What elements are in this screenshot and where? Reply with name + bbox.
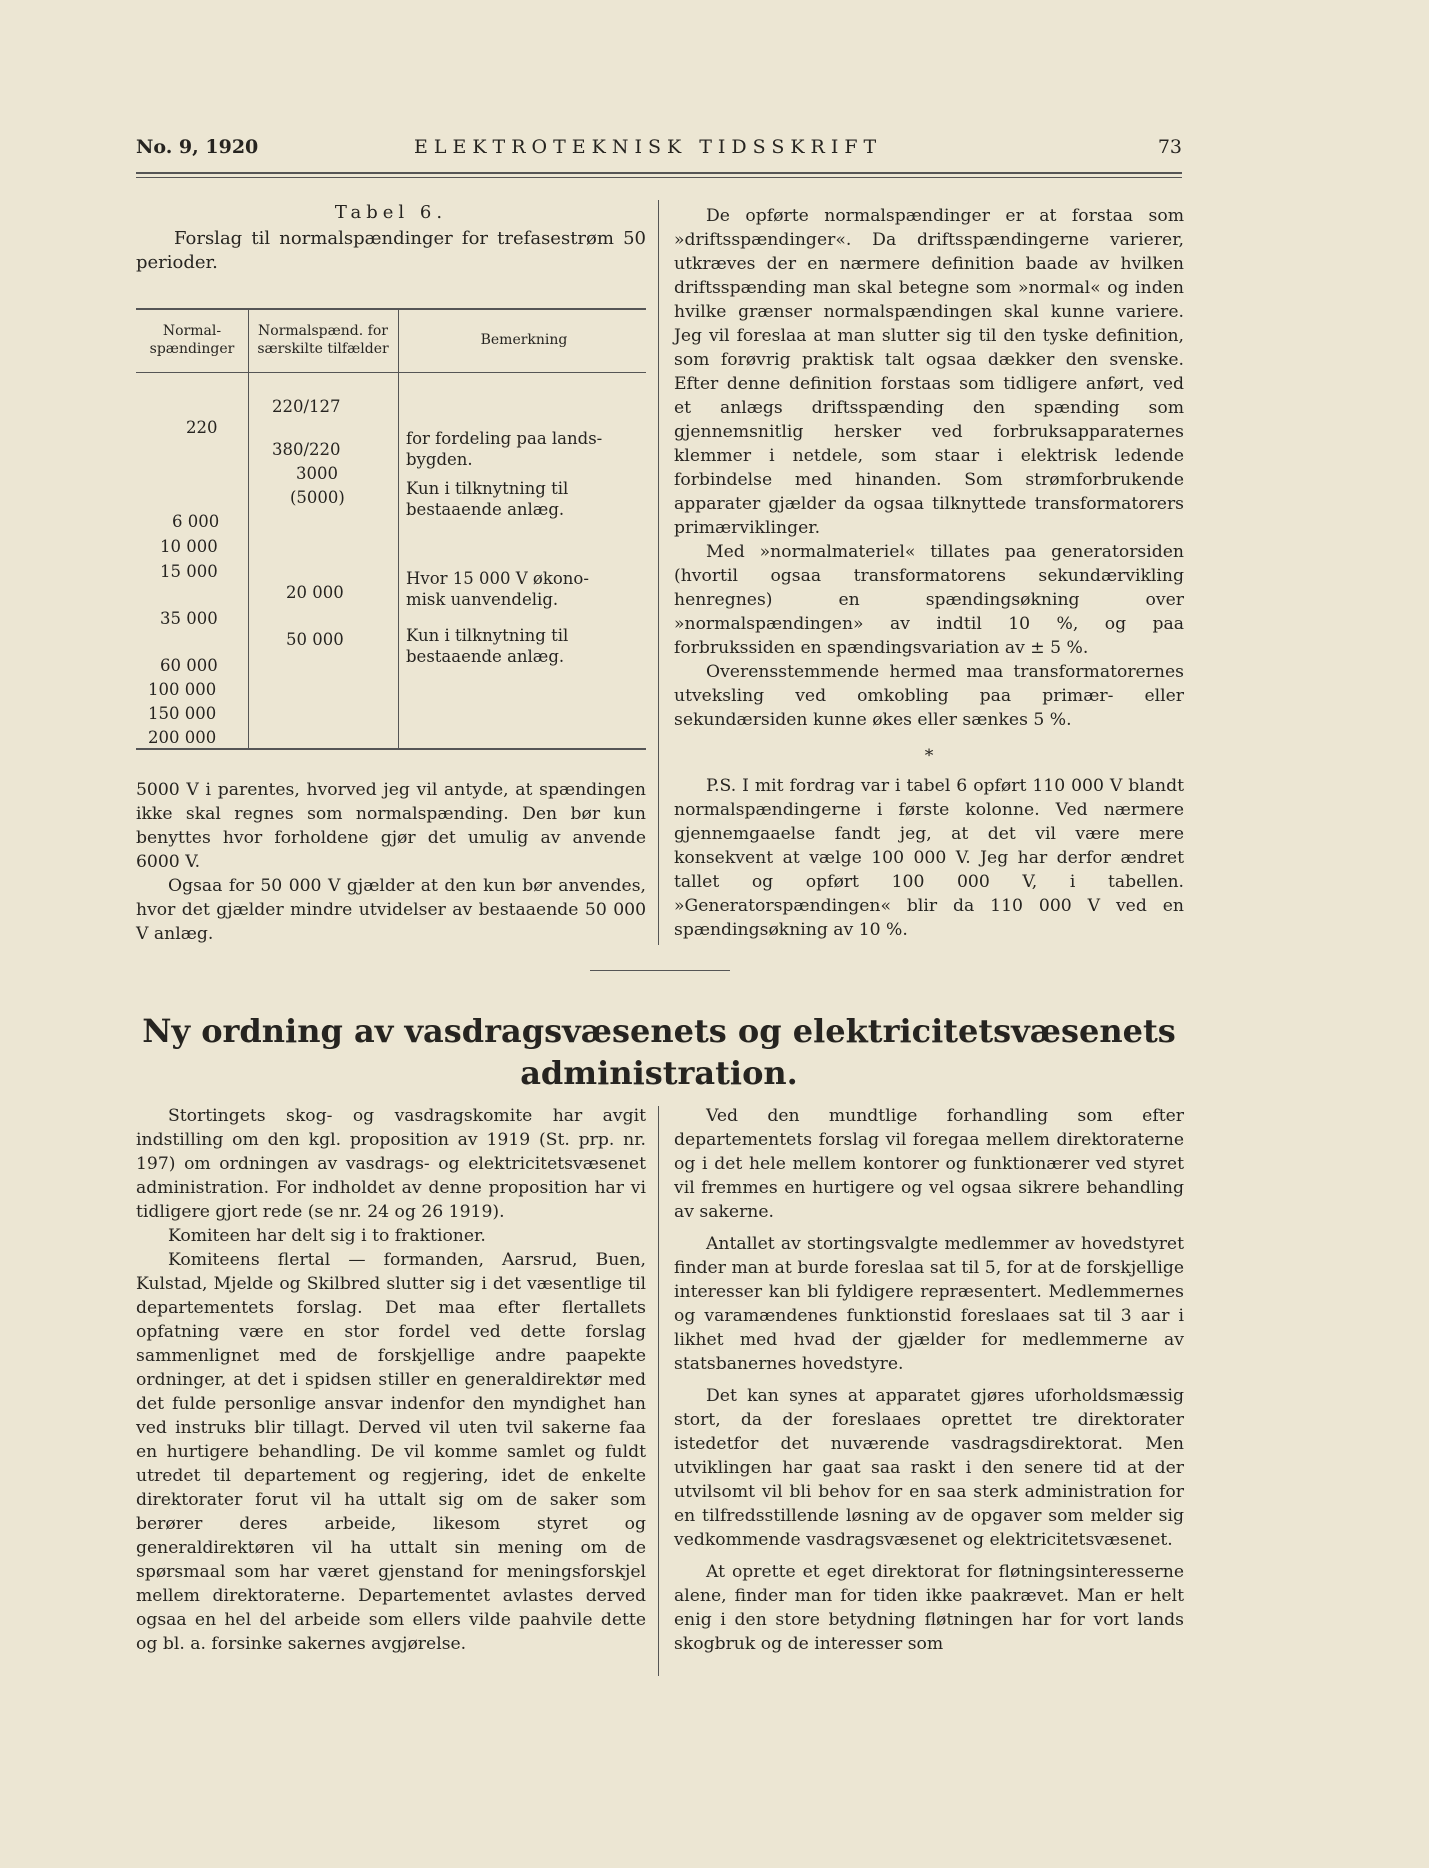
paragraph: 5000 V i parentes, hvorved jeg vil antyde, at spændingen ikke skal regnes som normalspænding. Den bør kun benyttes hvor forholdene gjør det umulig av anvende 6000 V. <box>136 780 646 872</box>
remark: for fordeling paa lands- bygden. <box>406 429 603 469</box>
header-normalspaendinger: Normal-spændinger <box>149 323 235 357</box>
col1-value: 150 000 <box>148 704 217 723</box>
col2-value: 220/127 <box>272 397 341 416</box>
table-col-sep-2 <box>398 310 399 748</box>
article-right-column <box>674 1104 1184 1656</box>
col1-value: 6 000 <box>172 512 220 531</box>
remark: Kun i tilknytning til bestaaende anlæg. <box>406 626 569 666</box>
journal-title: ELEKTROTEKNISK TIDSSKRIFT <box>414 136 883 158</box>
col2-value: 3000 <box>296 464 338 483</box>
paragraph: Ogsaa for 50 000 V gjælder at den kun bør anvendes, hvor det gjælder mindre utvidelser av bestaaende 50 000 V anlæg. <box>136 876 646 944</box>
col2-value: (5000) <box>290 488 345 507</box>
header-saerskilte: Normalspænd. for særskilte tilfælder <box>257 323 389 357</box>
article-left-column <box>136 1104 646 1656</box>
paragraph: Komiteen har delt sig i to fraktioner. <box>168 1226 486 1246</box>
col2-value: 20 000 <box>286 583 344 602</box>
column-divider-article <box>658 1106 659 1676</box>
postscript: P.S. I mit fordrag var i tabel 6 opført 110 000 V blandt normalspændingerne i første kolonne. Ved nærmere gjennemgaaelse fandt jeg, at det vil være mere konsekvent at vælge 100 000 V. Jeg har derfor ændret tallet og opført 100 000 V, i tabellen. »Generatorspændingen« blir da 110 000 V ved en spændingsøkning av 10 %. <box>674 776 1184 940</box>
paragraph: Ved den mundtlige forhandling som efter departementets forslag vil foregaa mellem direktoraterne og i det hele mellem kontorer og funktionærer ved styret vil fremmes en hurtigere og vel ogsaa sikrere behandling av sakerne. <box>674 1106 1184 1222</box>
table-heading <box>136 202 646 275</box>
section-divider <box>590 970 730 971</box>
page-number: 73 <box>1157 136 1182 158</box>
col2-value: 380/220 <box>272 440 341 459</box>
table-top-rule <box>136 308 646 310</box>
issue-number: No. 9, 1920 <box>136 136 259 158</box>
col1-value: 100 000 <box>148 680 217 699</box>
col1-value: 60 000 <box>160 656 218 675</box>
table-caption: Forslag til normalspændinger for trefasestrøm 50 perioder. <box>136 228 646 273</box>
paragraph: Overensstemmende hermed maa transformatorernes utveksling ved omkobling paa primær- eller sekundærsiden kunne økes eller sænkes 5 %. <box>674 662 1184 730</box>
paragraph: Det kan synes at apparatet gjøres uforholdsmæssig stort, da der foreslaaes oprettet tre direktorater istedetfor det nuværende vasdragsdirektorat. Men utviklingen har gaat saa raskt i den senere tid at der utvilsomt vil bli behov for en saa sterk administration for en tilfredsstillende løsning av de opgaver som melder sig vedkommende vasdragsvæsenet og elektricitetsvæsenet. <box>674 1386 1184 1550</box>
header-rule-thin <box>136 177 1182 178</box>
paragraph: Komiteens flertal — formanden, Aarsrud, Buen, Kulstad, Mjelde og Skilbred slutter sig i det væsentlige til departementets forslag. Det maa efter flertallets opfatning være en stor fordel ved dette forslag sammenlignet med de forskjellige andre paapekte ordninger, at det i spidsen stiller en generaldirektør med det fulde personlige ansvar indenfor den myndighet han ved instruks blir tillagt. Derved vil uten tvil sakerne faa en hurtigere behandling. De vil komme samlet og fuldt utredet til departement og regjering, idet de enkelte direktorater forut vil ha uttalt sig om de saker som berører deres arbeide, likesom styret og generaldirektøren vil ha uttalt sin mening om de spørsmaal som har været gjenstand for meningsforskjel mellem direktoraterne. Departementet avlastes derved ogsaa en hel del arbeide som ellers vilde paahvile dette og bl. a. forsinke sakernes avgjørelse. <box>136 1250 646 1654</box>
paragraph: At oprette et eget direktorat for fløtningsinteresserne alene, finder man for tiden ikke paakrævet. Man er helt enig i den store betydning fløtningen har for vort lands skogbruk og de interesser som <box>674 1562 1184 1654</box>
article-title: Ny ordning av vasdragsvæsenets og elektricitetsvæsenets administration. <box>142 1012 1176 1092</box>
table-title: Tabel 6. <box>334 202 448 223</box>
running-header <box>136 136 1182 164</box>
table-header-rule <box>136 372 646 373</box>
table-bottom-rule <box>136 748 646 750</box>
right-top-text <box>674 204 1184 942</box>
col1-value: 35 000 <box>160 609 218 628</box>
column-divider-top <box>658 200 659 945</box>
remark: Kun i tilknytning til bestaaende anlæg. <box>406 479 569 519</box>
header-bemerkning: Bemerkning <box>480 332 568 348</box>
paragraph: De opførte normalspændinger er at forstaa som »driftsspændinger«. Da driftsspændingerne varierer, utkræves der en nærmere definition baade av hvilken driftsspænding man skal betegne som »normal« og inden hvilke grænser normalspændingen skal kunne variere. Jeg vil foreslaa at man slutter sig til den tyske definition, som forøvrig praktisk talt ogsaa dækker den svenske. Efter denne definition forstaas som tidligere anført, ved et anlægs driftsspænding den spænding som gjennemsnitlig hersker ved forbruksapparaternes klemmer i netdele, som staar i elektrisk ledende forbindelse med hinanden. Som strømforbrukende apparater gjælder da ogsaa tilknyttede transformatorers primærviklinger. <box>674 206 1184 538</box>
paragraph: Stortingets skog- og vasdragskomite har avgit indstilling om den kgl. proposition av 1919 (St. prp. nr. 197) om ordningen av vasdrags- og elektricitetsvæsenet administration. For indholdet av denne proposition har vi tidligere gjort rede (se nr. 24 og 26 1919). <box>136 1106 646 1222</box>
remark: Hvor 15 000 V økono- misk uanvendelig. <box>406 569 589 609</box>
paragraph: Med »normalmateriel« tillates paa generatorsiden (hvortil ogsaa transformatorens sekundærvikling henregnes) en spændingsøkning over »normalspændingen» av indtil 10 %, og paa forbrukssiden en spændingsvariation av ± 5 %. <box>674 542 1184 658</box>
col1-value: 200 000 <box>148 728 217 747</box>
col1-value: 10 000 <box>160 537 218 556</box>
left-top-text <box>136 778 646 946</box>
asterisk-separator: * <box>924 746 934 766</box>
paragraph: Antallet av stortingsvalgte medlemmer av hovedstyret finder man at burde foreslaa sat til 5, for at de forskjellige interesser kan bli fyldigere repræsentert. Medlemmernes og varamændenes funktionstid foreslaaes sat til 3 aar i likhet med hvad der gjælder for medlemmerne av statsbanernes hovedstyre. <box>674 1234 1184 1374</box>
col2-value: 50 000 <box>286 630 344 649</box>
header-rule-thick <box>136 172 1182 174</box>
table-col-sep-1 <box>248 310 249 748</box>
col1-value: 15 000 <box>160 562 218 581</box>
col1-value: 220 <box>186 418 218 437</box>
